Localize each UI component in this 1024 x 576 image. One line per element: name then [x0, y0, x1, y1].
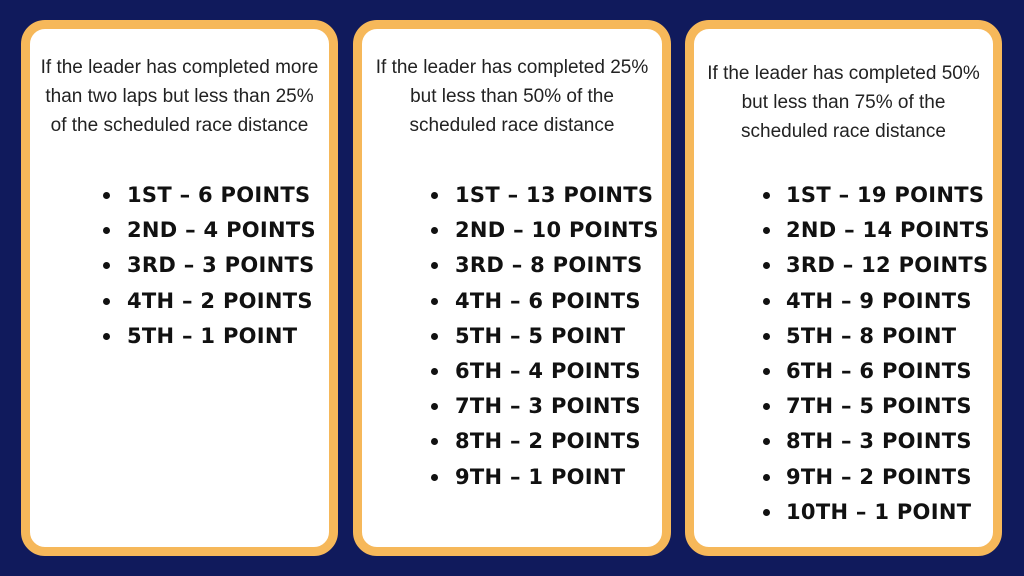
bullet-icon	[103, 262, 110, 269]
list-item	[362, 248, 662, 283]
list-item	[30, 213, 329, 248]
points-item-text: 3RD – 12 POINTS	[786, 253, 989, 278]
points-item-text: 3RD – 8 POINTS	[455, 253, 643, 278]
points-item-text: 1ST – 6 POINTS	[127, 183, 311, 207]
list-item	[694, 354, 993, 389]
list-item	[362, 389, 662, 424]
points-item-text: 8TH – 3 POINTS	[786, 429, 972, 454]
points-item-text: 1ST – 13 POINTS	[455, 183, 654, 207]
bullet-icon	[431, 227, 438, 234]
list-item	[694, 319, 993, 354]
points-item-text: 6TH – 6 POINTS	[786, 358, 972, 383]
points-item-text: 5TH – 1 POINT	[127, 323, 298, 348]
points-item-text: 9TH – 1 POINT	[455, 464, 626, 489]
points-list	[30, 178, 329, 354]
points-card-1	[21, 20, 338, 556]
list-item	[362, 213, 662, 248]
bullet-icon	[763, 298, 770, 305]
points-item-text: 10TH – 1 POINT	[786, 499, 972, 524]
points-item-text: 5TH – 8 POINT	[786, 323, 957, 348]
bullet-icon	[431, 262, 438, 269]
bullet-icon	[763, 474, 770, 481]
list-item	[694, 284, 993, 319]
bullet-icon	[763, 368, 770, 375]
list-item	[362, 424, 662, 459]
list-item	[362, 319, 662, 354]
points-item-text: 8TH – 2 POINTS	[455, 429, 641, 454]
points-item-text: 4TH – 6 POINTS	[455, 288, 641, 313]
points-item-text: 2ND – 4 POINTS	[127, 218, 316, 243]
list-item	[694, 389, 993, 424]
points-item-text: 7TH – 5 POINTS	[786, 394, 972, 419]
list-item	[30, 284, 329, 319]
bullet-icon	[763, 403, 770, 410]
points-item-text: 4TH – 9 POINTS	[786, 288, 972, 313]
points-item-text: 2ND – 10 POINTS	[455, 218, 659, 243]
bullet-icon	[431, 192, 438, 199]
bullet-icon	[763, 438, 770, 445]
points-item-text: 3RD – 3 POINTS	[127, 253, 315, 278]
list-item	[362, 460, 662, 495]
bullet-icon	[763, 509, 770, 516]
list-item	[694, 495, 993, 530]
points-card-2	[353, 20, 671, 556]
bullet-icon	[103, 298, 110, 305]
card-condition-text: If the leader has completed more than two laps but less than 25% of the scheduled race distance	[40, 57, 319, 136]
bullet-icon	[103, 227, 110, 234]
bullet-icon	[431, 368, 438, 375]
bullet-icon	[763, 262, 770, 269]
points-item-text: 5TH – 5 POINT	[455, 323, 626, 348]
points-item-text: 7TH – 3 POINTS	[455, 394, 641, 419]
list-item	[30, 319, 329, 354]
bullet-icon	[763, 192, 770, 199]
card-condition-text: If the leader has completed 50% but less than 75% of the scheduled race distance	[707, 63, 980, 142]
list-item	[694, 248, 993, 283]
points-item-text: 6TH – 4 POINTS	[455, 358, 641, 383]
list-item	[694, 424, 993, 459]
list-item	[30, 248, 329, 283]
bullet-icon	[431, 474, 438, 481]
points-item-text: 2ND – 14 POINTS	[786, 218, 990, 243]
list-item	[362, 354, 662, 389]
points-list	[362, 178, 662, 495]
bullet-icon	[431, 403, 438, 410]
points-item-text: 1ST – 19 POINTS	[786, 183, 985, 207]
bullet-icon	[431, 438, 438, 445]
points-card-3	[685, 20, 1002, 556]
bullet-icon	[103, 192, 110, 199]
list-item	[694, 460, 993, 495]
list-item	[362, 178, 662, 213]
list-item	[362, 284, 662, 319]
points-item-text: 9TH – 2 POINTS	[786, 464, 972, 489]
list-item	[694, 213, 993, 248]
bullet-icon	[763, 333, 770, 340]
bullet-icon	[431, 298, 438, 305]
list-item	[30, 178, 329, 213]
points-item-text: 4TH – 2 POINTS	[127, 288, 313, 313]
bullet-icon	[431, 333, 438, 340]
points-list	[694, 178, 993, 530]
list-item	[694, 178, 993, 213]
bullet-icon	[763, 227, 770, 234]
card-condition-text: If the leader has completed 25% but less than 50% of the scheduled race distance	[375, 57, 649, 136]
bullet-icon	[103, 333, 110, 340]
